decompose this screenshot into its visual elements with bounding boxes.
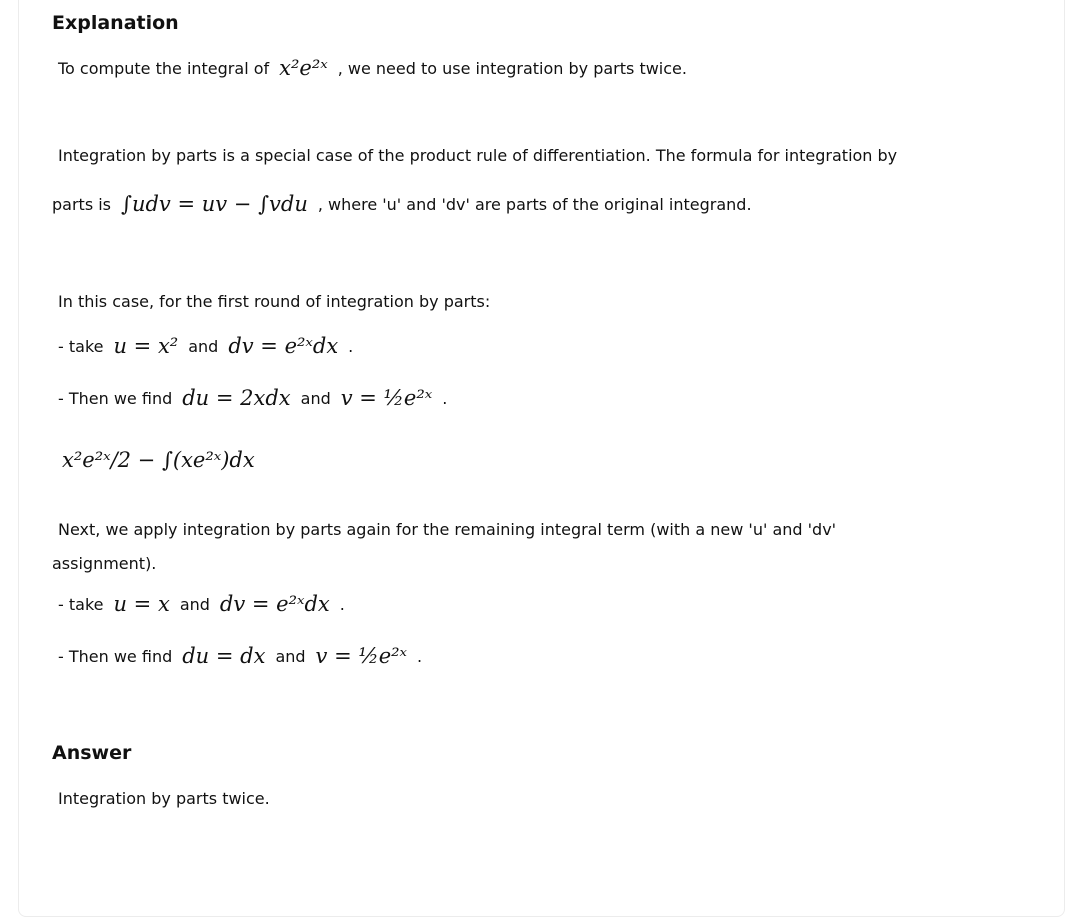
text: .: [442, 388, 448, 408]
first-round-line: In this case, for the first round of integration by parts:: [58, 292, 491, 311]
text: , where 'u' and 'dv' are parts of the original integrand.: [317, 194, 752, 214]
answer-heading: Answer: [52, 742, 132, 764]
answer-text: Integration by parts twice.: [58, 789, 270, 808]
ibp-line2: [52, 188, 752, 220]
text: and: [179, 594, 210, 614]
text: - Then we find: [58, 388, 173, 408]
text: parts is: [52, 194, 112, 214]
explanation-heading: Explanation: [52, 12, 179, 34]
take2-line: [58, 592, 345, 616]
ibp-line1: Integration by parts is a special case of the product rule of differentiation. The formula for integration by: [58, 146, 898, 165]
next-line2: assignment).: [52, 554, 157, 573]
text: .: [417, 646, 423, 666]
text: , we need to use integration by parts twice.: [337, 58, 687, 78]
math-dv2: dv = e²ˣdx: [219, 592, 330, 616]
text: - Then we find: [58, 646, 173, 666]
math-integrand: x²e²ˣ: [279, 56, 328, 80]
math-v: v = ½e²ˣ: [340, 386, 433, 410]
text: and: [300, 388, 331, 408]
math-du2: du = dx: [182, 644, 266, 668]
text: and: [188, 336, 219, 356]
result1-line: [58, 448, 265, 472]
math-ibp-formula: ∫udv = uv − ∫vdu: [121, 192, 308, 216]
text: and: [275, 646, 306, 666]
next-line: Next, we apply integration by parts again for the remaining integral term (with a new 'u' and 'dv': [58, 520, 837, 539]
intro-line: [58, 56, 687, 80]
text: - take: [58, 594, 104, 614]
find2-line: [58, 644, 422, 668]
math-dv: dv = e²ˣdx: [228, 334, 339, 358]
math-u2: u = x: [113, 592, 170, 616]
text: .: [339, 594, 345, 614]
math-u: u = x²: [113, 334, 179, 358]
take1-line: [58, 334, 353, 358]
math-v2: v = ½e²ˣ: [315, 644, 408, 668]
text: .: [348, 336, 354, 356]
math-du: du = 2xdx: [182, 386, 291, 410]
find1-line: [58, 386, 447, 410]
math-result1: x²e²ˣ/2 − ∫(xe²ˣ)dx: [62, 448, 255, 472]
text: - take: [58, 336, 104, 356]
text: To compute the integral of: [58, 58, 270, 78]
